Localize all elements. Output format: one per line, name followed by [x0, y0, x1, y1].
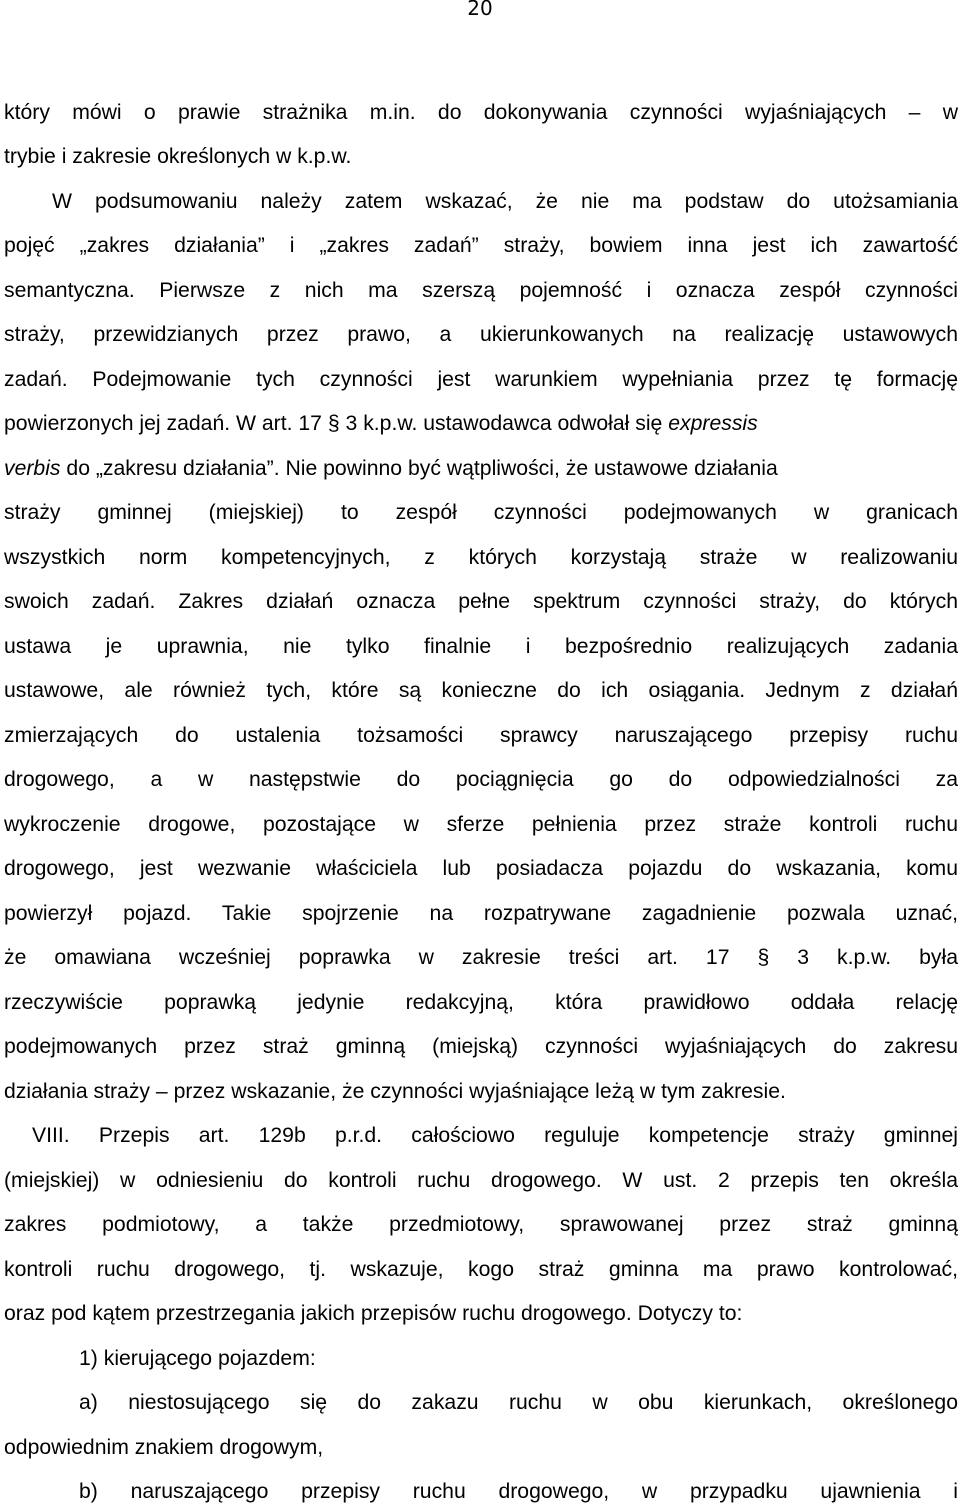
text-line: W podsumowaniu należy zatem wskazać, że nie ma podstaw do utożsamiania: [52, 190, 958, 213]
text-line: drogowego, a w następstwie do pociągnięcia go do odpowiedzialności za: [4, 768, 958, 791]
text-line: że omawiana wcześniej poprawka w zakresie treści art. 17 § 3 k.p.w. była: [4, 946, 958, 969]
text-line: drogowego, jest wezwanie właściciela lub posiadacza pojazdu do wskazania, komu: [4, 857, 958, 880]
text-line: wykroczenie drogowe, pozostające w sferze pełnienia przez straże kontroli ruchu: [4, 813, 958, 836]
list-item: a) niestosującego się do zakazu ruchu w obu kierunkach, określonego: [79, 1391, 958, 1414]
text-line: VIII. Przepis art. 129b p.r.d. całościowo reguluje kompetencje straży gminnej: [32, 1124, 958, 1147]
text-line: odpowiednim znakiem drogowym,: [4, 1436, 324, 1459]
text-line: który mówi o prawie strażnika m.in. do dokonywania czynności wyjaśniających – w: [4, 101, 958, 124]
text-line: ustawowe, ale również tych, które są konieczne do ich osiągania. Jednym z działań: [4, 679, 958, 702]
italic-term: expressis: [668, 412, 758, 435]
page-number: 20: [467, 0, 493, 20]
text-line: oraz pod kątem przestrzegania jakich przepisów ruchu drogowego. Dotyczy to:: [4, 1302, 743, 1325]
text-line: rzeczywiście poprawką jedynie redakcyjną, która prawidłowo oddała relację: [4, 991, 958, 1014]
list-item: 1) kierującego pojazdem:: [79, 1347, 316, 1370]
text-line: powierzył pojazd. Takie spojrzenie na rozpatrywane zagadnienie pozwala uznać,: [4, 902, 958, 925]
text-line: podejmowanych przez straż gminną (miejską) czynności wyjaśniających do zakresu: [4, 1035, 958, 1058]
text-line: [4, 455, 958, 483]
text-segment: powierzonych jej zadań. W art. 17 § 3 k.p.w. ustawodawca odwołał się: [4, 412, 669, 435]
text-line: zakres podmiotowy, a także przedmiotowy, sprawowanej przez straż gminną: [4, 1213, 958, 1236]
text-line: [4, 410, 958, 438]
text-line: wszystkich norm kompetencyjnych, z których korzystają straże w realizowaniu: [4, 546, 958, 569]
text-line: semantyczna. Pierwsze z nich ma szerszą pojemność i oznacza zespół czynności: [4, 279, 958, 302]
text-segment: do „zakresu działania”. Nie powinno być wątpliwości, że ustawowe działania: [60, 457, 778, 480]
text-line: kontroli ruchu drogowego, tj. wskazuje, kogo straż gminna ma prawo kontrolować,: [4, 1258, 958, 1281]
text-line: (miejskiej) w odniesieniu do kontroli ruchu drogowego. W ust. 2 przepis ten określa: [4, 1169, 958, 1192]
text-line: pojęć „zakres działania” i „zakres zadań” straży, bowiem inna jest ich zawartość: [4, 234, 958, 257]
text-line: swoich zadań. Zakres działań oznacza pełne spektrum czynności straży, do których: [4, 590, 958, 613]
text-line: straży, przewidzianych przez prawo, a ukierunkowanych na realizację ustawowych: [4, 323, 958, 346]
text-line: trybie i zakresie określonych w k.p.w.: [4, 145, 352, 168]
text-line: zmierzających do ustalenia tożsamości sprawcy naruszającego przepisy ruchu: [4, 724, 958, 747]
text-line: ustawa je uprawnia, nie tylko finalnie i bezpośrednio realizujących zadania: [4, 635, 958, 658]
italic-term: verbis: [4, 457, 61, 480]
text-line: zadań. Podejmowanie tych czynności jest warunkiem wypełniania przez tę formację: [4, 368, 958, 391]
text-line: działania straży – przez wskazanie, że czynności wyjaśniające leżą w tym zakresie.: [4, 1080, 786, 1103]
list-item: b) naruszającego przepisy ruchu drogowego, w przypadku ujawnienia i: [79, 1480, 958, 1503]
text-line: straży gminnej (miejskiej) to zespół czynności podejmowanych w granicach: [4, 501, 958, 524]
